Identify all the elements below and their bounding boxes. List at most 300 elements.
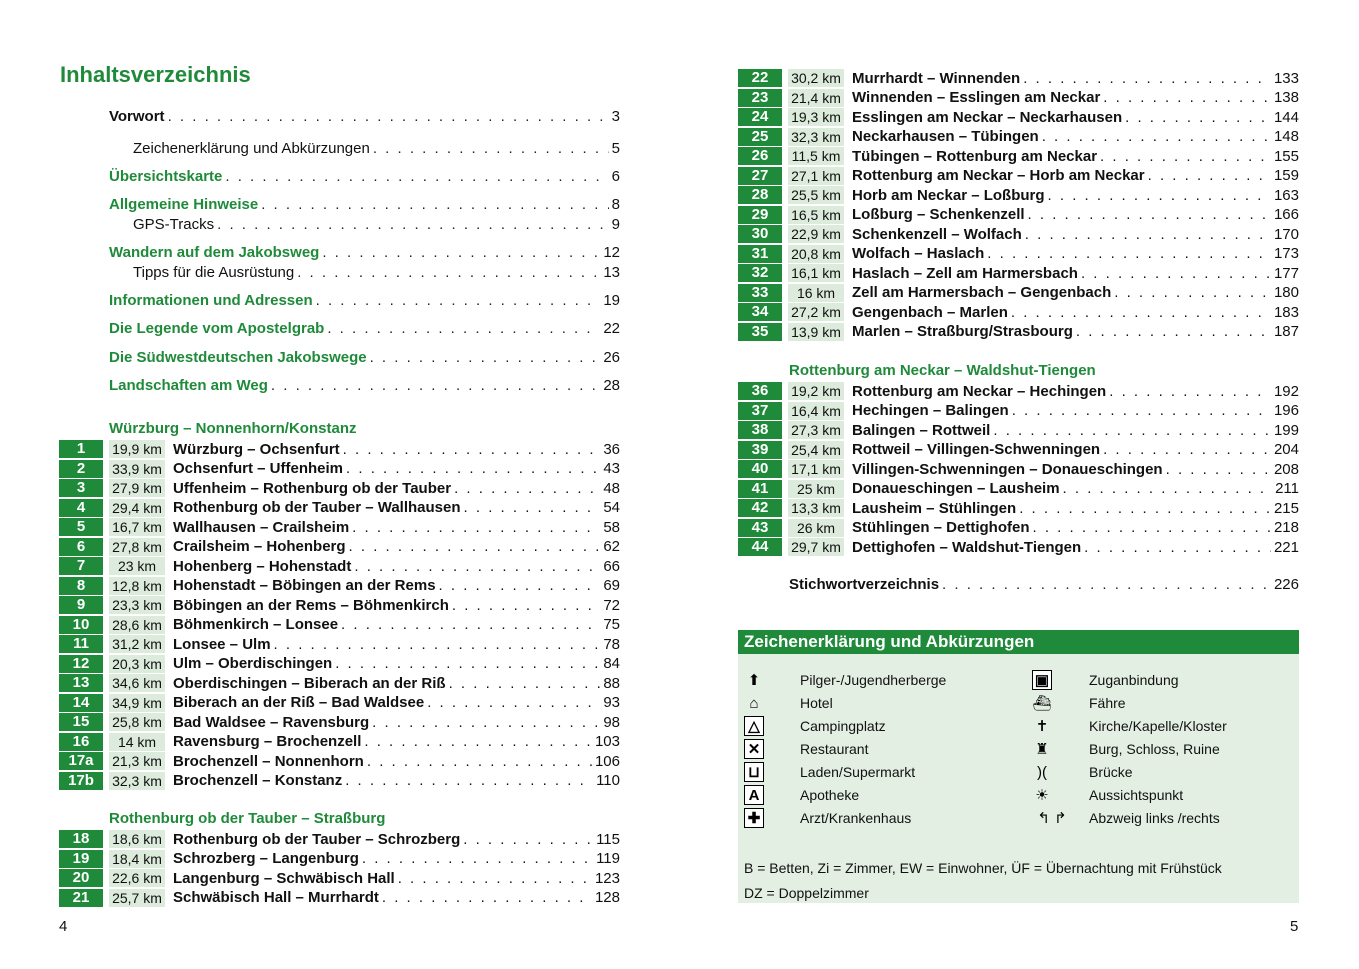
stage-number-badge: 36 bbox=[738, 382, 782, 400]
toc-entry-label: Die Legende vom Apostelgrab bbox=[109, 320, 325, 337]
church-icon: ✝ bbox=[1035, 718, 1049, 735]
stage-number-badge: 31 bbox=[738, 245, 782, 263]
stage-label: Uffenheim – Rothenburg ob der Tauber bbox=[173, 479, 452, 497]
toc-entry[interactable] bbox=[133, 216, 620, 233]
leader-dots bbox=[1109, 383, 1271, 400]
stage-row[interactable] bbox=[59, 889, 620, 907]
section-heading: Rottenburg am Neckar – Waldshut-Tiengen bbox=[789, 362, 1096, 379]
stage-distance: 20,8 km bbox=[788, 245, 844, 263]
stage-label: Oberdischingen – Biberach an der Riß bbox=[173, 674, 446, 692]
stage-distance: 18,6 km bbox=[109, 830, 165, 848]
toc-entry[interactable] bbox=[133, 140, 620, 157]
stage-number-badge: 30 bbox=[738, 225, 782, 243]
toc-entry-page: 26 bbox=[603, 349, 620, 366]
stage-label: Rottenburg am Neckar – Horb am Neckar bbox=[852, 167, 1145, 184]
toc-entry-label: Die Südwestdeutschen Jakobswege bbox=[109, 349, 367, 366]
stage-label: Lonsee – Ulm bbox=[173, 635, 271, 653]
toc-entry-page: 12 bbox=[603, 244, 620, 261]
legend-label: Apotheke bbox=[800, 787, 860, 803]
stage-distance: 32,3 km bbox=[109, 772, 165, 790]
stage-number-badge: 7 bbox=[59, 557, 103, 575]
tent-icon: △ bbox=[744, 716, 764, 736]
stage-label: Zell am Harmersbach – Gengenbach bbox=[852, 284, 1112, 301]
stage-row[interactable] bbox=[59, 557, 620, 575]
stage-label: Hohenstadt – Böbingen an der Rems bbox=[173, 577, 436, 594]
page-number: 5 bbox=[1290, 918, 1299, 935]
stage-label: Dettighofen – Waldshut-Tiengen bbox=[852, 538, 1082, 556]
leader-dots bbox=[367, 753, 592, 770]
toc-entry-page: 19 bbox=[603, 292, 620, 309]
stage-row[interactable] bbox=[738, 225, 1299, 243]
stage-page: 211 bbox=[1275, 480, 1299, 497]
stage-row[interactable] bbox=[738, 402, 1299, 420]
legend-label: Restaurant bbox=[800, 741, 869, 757]
stage-label: Villingen-Schwenningen – Donaueschingen bbox=[852, 460, 1163, 478]
stage-row[interactable] bbox=[59, 596, 620, 614]
stage-row[interactable] bbox=[738, 69, 1299, 87]
stage-page: 144 bbox=[1273, 108, 1299, 126]
leader-dots bbox=[1125, 109, 1271, 126]
legend-label: Arzt/Krankenhaus bbox=[800, 810, 912, 826]
stage-row[interactable] bbox=[738, 460, 1299, 478]
stage-row[interactable] bbox=[59, 850, 620, 868]
stage-page: 88 bbox=[603, 674, 620, 692]
toc-entry-label: Übersichtskarte bbox=[109, 168, 223, 185]
stage-label: Crailsheim – Hohenberg bbox=[173, 538, 346, 555]
leader-dots bbox=[1019, 500, 1271, 517]
stage-row[interactable] bbox=[738, 303, 1299, 321]
shopping-cart-icon: ⊔ bbox=[744, 762, 764, 782]
stage-row[interactable] bbox=[59, 635, 620, 653]
stage-distance: 12,8 km bbox=[109, 577, 165, 595]
stage-page: 48 bbox=[603, 479, 620, 497]
stage-number-badge: 17b bbox=[59, 772, 103, 790]
stage-label: Gengenbach – Marlen bbox=[852, 303, 1008, 321]
stage-distance: 23 km bbox=[109, 557, 165, 575]
stage-number-badge: 32 bbox=[738, 264, 782, 282]
bridge-icon: )( bbox=[1037, 763, 1047, 781]
stage-row[interactable] bbox=[738, 519, 1299, 537]
stage-distance: 16 km bbox=[788, 284, 844, 302]
leader-dots bbox=[942, 576, 1271, 593]
leader-dots bbox=[454, 480, 600, 497]
stage-number-badge: 8 bbox=[59, 577, 103, 595]
stage-distance: 19,9 km bbox=[109, 440, 165, 458]
leader-dots bbox=[217, 216, 609, 233]
toc-entry[interactable] bbox=[109, 108, 620, 125]
stage-number-badge: 17a bbox=[59, 752, 103, 770]
stage-distance: 31,2 km bbox=[109, 635, 165, 653]
stage-page: 110 bbox=[596, 772, 620, 789]
leader-dots bbox=[464, 499, 601, 516]
leader-dots bbox=[382, 889, 592, 906]
stage-row[interactable] bbox=[59, 577, 620, 595]
stage-page: 93 bbox=[603, 694, 620, 711]
stage-number-badge: 27 bbox=[738, 167, 782, 185]
stage-page: 138 bbox=[1273, 89, 1299, 106]
leader-dots bbox=[1011, 304, 1271, 321]
stage-page: 187 bbox=[1273, 323, 1299, 340]
leader-dots bbox=[322, 244, 600, 261]
toc-entry[interactable] bbox=[109, 377, 620, 394]
stage-page: 192 bbox=[1273, 382, 1299, 400]
stage-distance: 16,1 km bbox=[788, 264, 844, 282]
stage-page: 36 bbox=[603, 440, 620, 458]
stage-page: 204 bbox=[1273, 441, 1299, 458]
stage-distance: 26 km bbox=[788, 519, 844, 537]
page-number: 4 bbox=[59, 918, 68, 935]
stage-page: 148 bbox=[1273, 128, 1299, 145]
stage-row[interactable] bbox=[738, 441, 1299, 459]
stage-distance: 21,3 km bbox=[109, 752, 165, 770]
stage-distance: 25,8 km bbox=[109, 713, 165, 731]
leader-dots bbox=[1025, 226, 1271, 243]
stage-label: Schwäbisch Hall – Murrhardt bbox=[173, 889, 379, 906]
toc-entry[interactable] bbox=[109, 244, 620, 261]
stage-number-badge: 25 bbox=[738, 128, 782, 146]
toc-entry-label: GPS-Tracks bbox=[133, 216, 215, 233]
leader-dots bbox=[1023, 70, 1271, 87]
legend-label: Campingplatz bbox=[800, 718, 886, 734]
stage-row[interactable] bbox=[738, 186, 1299, 204]
toc-entry-page: 5 bbox=[611, 140, 620, 157]
stage-label: Haslach – Zell am Harmersbach bbox=[852, 264, 1078, 282]
leader-dots bbox=[341, 616, 600, 633]
stage-label: Brochenzell – Nonnenhorn bbox=[173, 752, 364, 770]
stage-row[interactable] bbox=[59, 733, 620, 751]
leader-dots bbox=[449, 675, 601, 692]
leader-dots bbox=[987, 245, 1271, 262]
stage-number-badge: 43 bbox=[738, 519, 782, 537]
stage-number-badge: 33 bbox=[738, 284, 782, 302]
toc-entry[interactable] bbox=[109, 168, 620, 185]
stage-label: Ochsenfurt – Uffenheim bbox=[173, 460, 344, 477]
stage-row[interactable] bbox=[59, 538, 620, 556]
stage-row[interactable] bbox=[59, 869, 620, 887]
toc-entry[interactable] bbox=[109, 292, 620, 309]
stage-distance: 29,4 km bbox=[109, 499, 165, 517]
stage-row[interactable] bbox=[738, 264, 1299, 282]
stage-distance: 14 km bbox=[109, 733, 165, 751]
stage-number-badge: 41 bbox=[738, 480, 782, 498]
stage-page: 163 bbox=[1273, 186, 1299, 204]
toc-entry[interactable] bbox=[109, 349, 620, 366]
stage-row[interactable] bbox=[738, 89, 1299, 107]
stage-number-badge: 16 bbox=[59, 733, 103, 751]
stage-number-badge: 1 bbox=[59, 440, 103, 458]
stage-distance: 27,1 km bbox=[788, 167, 844, 185]
stage-distance: 13,9 km bbox=[788, 323, 844, 341]
stage-number-badge: 28 bbox=[738, 186, 782, 204]
stage-label: Rottweil – Villingen-Schwenningen bbox=[852, 441, 1101, 458]
stage-number-badge: 10 bbox=[59, 616, 103, 634]
legend-label: Zuganbindung bbox=[1089, 672, 1179, 688]
stage-distance: 23,3 km bbox=[109, 596, 165, 614]
stage-distance: 25,7 km bbox=[109, 889, 165, 907]
stage-row[interactable] bbox=[59, 752, 620, 770]
leader-dots bbox=[1012, 402, 1271, 419]
leader-dots bbox=[364, 733, 592, 750]
stage-label: Schrozberg – Langenburg bbox=[173, 850, 359, 867]
stage-number-badge: 19 bbox=[59, 850, 103, 868]
stage-distance: 32,3 km bbox=[788, 128, 844, 146]
legend-title: Zeichenerklärung und Abkürzungen bbox=[738, 630, 1299, 654]
leader-dots bbox=[354, 558, 600, 575]
leader-dots bbox=[225, 168, 608, 185]
leader-dots bbox=[1166, 461, 1271, 478]
toc-entry-page: 13 bbox=[603, 264, 620, 281]
leader-dots bbox=[168, 108, 609, 125]
leader-dots bbox=[327, 320, 600, 337]
stage-row[interactable] bbox=[59, 713, 620, 731]
stage-row[interactable] bbox=[738, 382, 1299, 400]
stage-number-badge: 9 bbox=[59, 596, 103, 614]
stage-number-badge: 39 bbox=[738, 441, 782, 459]
abbreviations-line: DZ = Doppelzimmer bbox=[744, 885, 869, 901]
stage-row[interactable] bbox=[59, 460, 620, 478]
stage-row[interactable] bbox=[738, 108, 1299, 126]
toc-entry[interactable] bbox=[133, 264, 620, 281]
toc-entry-page: 6 bbox=[611, 168, 620, 185]
leader-dots bbox=[372, 714, 600, 731]
stage-label: Ravensburg – Brochenzell bbox=[173, 733, 362, 750]
stage-row[interactable] bbox=[738, 323, 1299, 341]
stage-row[interactable] bbox=[738, 167, 1299, 185]
leader-dots bbox=[345, 772, 593, 789]
pharmacy-icon: A bbox=[744, 785, 764, 805]
stage-row[interactable] bbox=[59, 616, 620, 634]
stage-distance: 19,2 km bbox=[788, 382, 844, 400]
stage-number-badge: 24 bbox=[738, 108, 782, 126]
stage-row[interactable] bbox=[738, 147, 1299, 165]
stage-row[interactable] bbox=[738, 245, 1299, 263]
leader-dots bbox=[335, 655, 600, 672]
leader-dots bbox=[1063, 480, 1273, 497]
legend-label: Aussichtspunkt bbox=[1089, 787, 1184, 803]
stage-page: 75 bbox=[603, 616, 620, 633]
stage-distance: 25 km bbox=[788, 480, 844, 498]
legend-box bbox=[738, 630, 1299, 903]
toc-entry[interactable] bbox=[109, 196, 620, 213]
leader-dots bbox=[316, 292, 601, 309]
stage-page: 218 bbox=[1273, 519, 1299, 536]
stage-page: 72 bbox=[603, 596, 620, 614]
viewpoint-icon: ☀ bbox=[1035, 787, 1049, 804]
stage-row[interactable] bbox=[738, 206, 1299, 224]
stage-number-badge: 37 bbox=[738, 402, 782, 420]
stage-number-badge: 29 bbox=[738, 206, 782, 224]
stage-label: Böhmenkirch – Lonsee bbox=[173, 616, 339, 633]
stage-number-badge: 42 bbox=[738, 499, 782, 517]
toc-entry[interactable] bbox=[109, 320, 620, 337]
stage-row[interactable] bbox=[738, 499, 1299, 517]
stage-label: Rottenburg am Neckar – Hechingen bbox=[852, 382, 1107, 400]
stage-label: Böbingen an der Rems – Böhmenkirch bbox=[173, 596, 449, 614]
stage-page: 159 bbox=[1273, 167, 1299, 184]
toc-entry-page: 9 bbox=[611, 216, 620, 233]
toc-entry-index[interactable] bbox=[789, 576, 1299, 593]
stage-label: Hechingen – Balingen bbox=[852, 402, 1009, 419]
stage-number-badge: 2 bbox=[59, 460, 103, 478]
stage-distance: 30,2 km bbox=[788, 69, 844, 87]
stage-page: 166 bbox=[1273, 206, 1299, 223]
toc-entry-label: Zeichenerklärung und Abkürzungen bbox=[133, 140, 370, 157]
legend-label: Laden/Supermarkt bbox=[800, 764, 916, 780]
stage-label: Wallhausen – Crailsheim bbox=[173, 518, 350, 536]
toc-entry-page: 226 bbox=[1273, 576, 1299, 593]
stage-page: 69 bbox=[603, 577, 620, 594]
stage-page: 221 bbox=[1273, 538, 1299, 556]
stage-page: 208 bbox=[1273, 460, 1299, 478]
house-outline-icon: ⌂ bbox=[749, 694, 759, 712]
stage-page: 98 bbox=[603, 713, 620, 731]
stage-page: 78 bbox=[603, 635, 620, 653]
stage-distance: 21,4 km bbox=[788, 89, 844, 107]
stage-label: Bad Waldsee – Ravensburg bbox=[173, 713, 370, 731]
stage-page: 66 bbox=[603, 557, 620, 575]
toc-entry-label: Allgemeine Hinweise bbox=[109, 196, 259, 213]
leader-dots bbox=[452, 597, 600, 614]
legend-label: Brücke bbox=[1089, 764, 1133, 780]
stage-label: Brochenzell – Konstanz bbox=[173, 772, 343, 789]
stage-distance: 17,1 km bbox=[788, 460, 844, 478]
stage-row[interactable] bbox=[59, 479, 620, 497]
stage-row[interactable] bbox=[59, 830, 620, 848]
stage-row[interactable] bbox=[59, 694, 620, 712]
stage-label: Langenburg – Schwäbisch Hall bbox=[173, 869, 395, 887]
stage-number-badge: 5 bbox=[59, 518, 103, 536]
stage-distance: 34,9 km bbox=[109, 694, 165, 712]
stage-distance: 34,6 km bbox=[109, 674, 165, 692]
stage-page: 183 bbox=[1273, 303, 1299, 321]
cutlery-icon: ✕ bbox=[744, 739, 764, 759]
toc-entry-label: Landschaften am Weg bbox=[109, 377, 268, 394]
leader-dots bbox=[271, 377, 600, 394]
stage-label: Donaueschingen – Lausheim bbox=[852, 480, 1060, 497]
stage-number-badge: 6 bbox=[59, 538, 103, 556]
stage-label: Biberach an der Riß – Bad Waldsee bbox=[173, 694, 425, 711]
stage-number-badge: 3 bbox=[59, 479, 103, 497]
leader-dots bbox=[1148, 167, 1271, 184]
leader-dots bbox=[1042, 128, 1271, 145]
leader-dots bbox=[274, 636, 601, 653]
stage-row[interactable] bbox=[738, 284, 1299, 302]
stage-label: Hohenberg – Hohenstadt bbox=[173, 557, 352, 575]
stage-number-badge: 18 bbox=[59, 830, 103, 848]
legend-label: Hotel bbox=[800, 695, 833, 711]
ferry-icon: ⛴ bbox=[1032, 695, 1052, 712]
stage-page: 196 bbox=[1273, 402, 1299, 419]
leader-dots bbox=[463, 831, 593, 848]
stage-row[interactable] bbox=[59, 499, 620, 517]
stage-distance: 20,3 km bbox=[109, 655, 165, 673]
stage-distance: 19,3 km bbox=[788, 108, 844, 126]
stage-page: 58 bbox=[603, 518, 620, 536]
stage-page: 119 bbox=[596, 850, 620, 867]
leader-dots bbox=[1103, 441, 1271, 458]
stage-page: 177 bbox=[1273, 264, 1299, 282]
leader-dots bbox=[297, 264, 600, 281]
stage-page: 199 bbox=[1273, 421, 1299, 439]
leader-dots bbox=[346, 460, 600, 477]
train-icon: ▣ bbox=[1032, 670, 1052, 690]
stage-row[interactable] bbox=[59, 772, 620, 790]
leader-dots bbox=[1114, 284, 1271, 301]
stage-page: 106 bbox=[594, 752, 620, 770]
leader-dots bbox=[1103, 89, 1271, 106]
stage-row[interactable] bbox=[59, 674, 620, 692]
stage-number-badge: 4 bbox=[59, 499, 103, 517]
toc-entry-label: Informationen und Adressen bbox=[109, 292, 313, 309]
leader-dots bbox=[1048, 187, 1271, 204]
stage-row[interactable] bbox=[59, 440, 620, 458]
stage-number-badge: 22 bbox=[738, 69, 782, 87]
stage-number-badge: 15 bbox=[59, 713, 103, 731]
stage-page: 62 bbox=[603, 538, 620, 555]
stage-page: 215 bbox=[1273, 499, 1299, 517]
stage-row[interactable] bbox=[59, 655, 620, 673]
stage-number-badge: 11 bbox=[59, 635, 103, 653]
stage-distance: 25,4 km bbox=[788, 441, 844, 459]
stage-page: 170 bbox=[1273, 225, 1299, 243]
stage-page: 103 bbox=[594, 733, 620, 750]
stage-page: 155 bbox=[1273, 147, 1299, 165]
stage-label: Balingen – Rottweil bbox=[852, 421, 991, 439]
stage-label: Murrhardt – Winnenden bbox=[852, 69, 1021, 87]
toc-entry-label: Wandern auf dem Jakobsweg bbox=[109, 244, 320, 261]
leader-dots bbox=[1033, 519, 1271, 536]
stage-distance: 16,7 km bbox=[109, 518, 165, 536]
leader-dots bbox=[1100, 148, 1271, 165]
castle-icon: ♜ bbox=[1035, 741, 1049, 758]
toc-entry-label: Vorwort bbox=[109, 108, 165, 125]
leader-dots bbox=[993, 422, 1271, 439]
stage-row[interactable] bbox=[738, 480, 1299, 498]
stage-distance: 22,6 km bbox=[109, 869, 165, 887]
stage-label: Ulm – Oberdischingen bbox=[173, 655, 333, 672]
stage-row[interactable] bbox=[738, 538, 1299, 556]
stage-label: Loßburg – Schenkenzell bbox=[852, 206, 1025, 223]
stage-number-badge: 23 bbox=[738, 89, 782, 107]
leader-dots bbox=[439, 577, 601, 594]
stage-distance: 11,5 km bbox=[788, 147, 844, 165]
stage-row[interactable] bbox=[738, 421, 1299, 439]
legend-label: Burg, Schloss, Ruine bbox=[1089, 741, 1220, 757]
medical-cross-icon: ✚ bbox=[744, 808, 764, 828]
page-title: Inhaltsverzeichnis bbox=[60, 62, 251, 87]
stage-row[interactable] bbox=[59, 518, 620, 536]
legend-label: Kirche/Kapelle/Kloster bbox=[1089, 718, 1227, 734]
section-heading: Rothenburg ob der Tauber – Straßburg bbox=[109, 810, 386, 827]
stage-label: Schenkenzell – Wolfach bbox=[852, 225, 1022, 243]
stage-distance: 25,5 km bbox=[788, 186, 844, 204]
stage-number-badge: 44 bbox=[738, 538, 782, 556]
stage-page: 115 bbox=[596, 830, 620, 848]
leader-dots bbox=[349, 538, 601, 555]
stage-label: Winnenden – Esslingen am Neckar bbox=[852, 89, 1101, 106]
stage-page: 54 bbox=[603, 499, 620, 516]
stage-label: Stühlingen – Dettighofen bbox=[852, 519, 1030, 536]
toc-entry-page: 8 bbox=[611, 196, 620, 213]
leader-dots bbox=[352, 519, 600, 536]
stage-distance: 29,7 km bbox=[788, 538, 844, 556]
stage-label: Rothenburg ob der Tauber – Schrozberg bbox=[173, 830, 461, 848]
stage-number-badge: 12 bbox=[59, 655, 103, 673]
toc-entry-page: 3 bbox=[611, 108, 620, 125]
stage-row[interactable] bbox=[738, 128, 1299, 146]
stage-page: 128 bbox=[594, 889, 620, 906]
stage-label: Esslingen am Neckar – Neckarhausen bbox=[852, 108, 1123, 126]
